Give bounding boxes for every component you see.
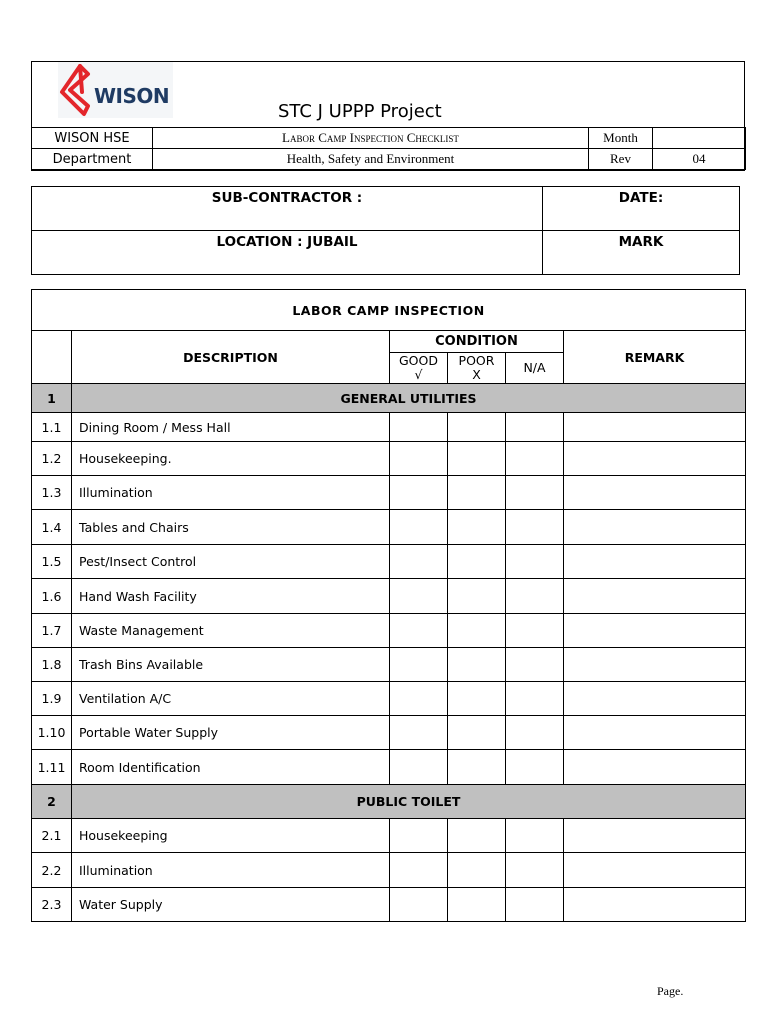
table-row — [32, 476, 746, 510]
good-checkbox-cell[interactable] — [390, 579, 448, 614]
item-number: 1.4 — [32, 510, 72, 545]
good-checkbox-cell[interactable] — [390, 413, 448, 442]
poor-checkbox-cell[interactable] — [448, 716, 506, 750]
remark-cell[interactable] — [564, 614, 746, 648]
na-checkbox-cell[interactable] — [506, 648, 564, 682]
item-description: Illumination — [72, 476, 390, 510]
good-checkbox-cell[interactable] — [390, 510, 448, 545]
na-checkbox-cell[interactable] — [506, 510, 564, 545]
good-checkbox-cell[interactable] — [390, 442, 448, 476]
item-description: Ventilation A/C — [72, 682, 390, 716]
num-header — [32, 331, 72, 384]
table-row — [32, 888, 746, 922]
item-description: Hand Wash Facility — [72, 579, 390, 614]
good-checkbox-cell[interactable] — [390, 853, 448, 888]
item-description: Dining Room / Mess Hall — [72, 413, 390, 442]
remark-cell[interactable] — [564, 648, 746, 682]
na-checkbox-cell[interactable] — [506, 750, 564, 785]
remark-cell[interactable] — [564, 413, 746, 442]
table-row — [32, 413, 746, 442]
remark-header: REMARK — [564, 331, 746, 384]
remark-cell[interactable] — [564, 510, 746, 545]
poor-checkbox-cell[interactable] — [448, 579, 506, 614]
poor-checkbox-cell[interactable] — [448, 442, 506, 476]
item-description: Housekeeping — [72, 819, 390, 853]
item-number: 1.6 — [32, 579, 72, 614]
section-title: PUBLIC TOILET — [72, 785, 746, 819]
remark-cell[interactable] — [564, 750, 746, 785]
remark-cell[interactable] — [564, 716, 746, 750]
page-footer: Page. — [657, 984, 684, 998]
month-value[interactable] — [653, 128, 746, 149]
table-row — [32, 442, 746, 476]
na-checkbox-cell[interactable] — [506, 819, 564, 853]
rev-label: Rev — [589, 149, 653, 170]
good-checkbox-cell[interactable] — [390, 614, 448, 648]
checklist-title: Labor Camp Inspection Checklist — [153, 128, 589, 149]
logo-wordmark: WISON — [94, 84, 170, 108]
poor-checkbox-cell[interactable] — [448, 476, 506, 510]
table-row — [32, 648, 746, 682]
item-number: 1.2 — [32, 442, 72, 476]
table-row — [32, 682, 746, 716]
na-checkbox-cell[interactable] — [506, 853, 564, 888]
wison-logo — [58, 62, 173, 118]
item-number: 2.1 — [32, 819, 72, 853]
good-checkbox-cell[interactable] — [390, 819, 448, 853]
item-description: Illumination — [72, 853, 390, 888]
good-header — [390, 353, 448, 384]
section-number: 2 — [32, 785, 72, 819]
poor-symbol: X — [472, 367, 481, 382]
date-field[interactable]: DATE: — [543, 187, 740, 231]
table-row — [32, 579, 746, 614]
department-label: Department — [32, 149, 153, 170]
mark-field[interactable]: MARK — [543, 231, 740, 275]
department-value: Health, Safety and Environment — [153, 149, 589, 170]
good-checkbox-cell[interactable] — [390, 750, 448, 785]
good-symbol: √ — [414, 367, 423, 382]
na-checkbox-cell[interactable] — [506, 413, 564, 442]
table-row — [32, 750, 746, 785]
table-row — [32, 716, 746, 750]
subcontractor-table — [31, 186, 740, 275]
na-checkbox-cell[interactable] — [506, 888, 564, 922]
item-description: Portable Water Supply — [72, 716, 390, 750]
na-checkbox-cell[interactable] — [506, 716, 564, 750]
poor-checkbox-cell[interactable] — [448, 682, 506, 716]
section-number: 1 — [32, 384, 72, 413]
remark-cell[interactable] — [564, 476, 746, 510]
item-description: Pest/Insect Control — [72, 545, 390, 579]
poor-header — [448, 353, 506, 384]
good-checkbox-cell[interactable] — [390, 682, 448, 716]
item-description: Waste Management — [72, 614, 390, 648]
item-number: 1.7 — [32, 614, 72, 648]
remark-cell[interactable] — [564, 888, 746, 922]
table-row — [32, 510, 746, 545]
item-description: Room Identification — [72, 750, 390, 785]
na-checkbox-cell[interactable] — [506, 545, 564, 579]
item-number: 1.10 — [32, 716, 72, 750]
poor-checkbox-cell[interactable] — [448, 648, 506, 682]
poor-checkbox-cell[interactable] — [448, 510, 506, 545]
good-label: GOOD — [399, 353, 438, 368]
good-checkbox-cell[interactable] — [390, 545, 448, 579]
na-checkbox-cell[interactable] — [506, 682, 564, 716]
poor-checkbox-cell[interactable] — [448, 888, 506, 922]
item-number: 1.9 — [32, 682, 72, 716]
item-number: 1.8 — [32, 648, 72, 682]
na-checkbox-cell[interactable] — [506, 614, 564, 648]
good-checkbox-cell[interactable] — [390, 476, 448, 510]
org-label: WISON HSE — [32, 128, 153, 149]
inspection-title: LABOR CAMP INSPECTION — [32, 290, 746, 331]
remark-cell[interactable] — [564, 853, 746, 888]
remark-cell[interactable] — [564, 442, 746, 476]
table-row — [32, 545, 746, 579]
table-row — [32, 819, 746, 853]
table-row — [32, 614, 746, 648]
poor-checkbox-cell[interactable] — [448, 853, 506, 888]
section-title: GENERAL UTILITIES — [72, 384, 746, 413]
condition-header: CONDITION — [390, 331, 564, 353]
poor-checkbox-cell[interactable] — [448, 819, 506, 853]
poor-checkbox-cell[interactable] — [448, 750, 506, 785]
na-checkbox-cell[interactable] — [506, 579, 564, 614]
project-name: STC J UPPP Project — [278, 101, 442, 122]
rev-value: 04 — [653, 149, 746, 170]
poor-label: POOR — [458, 353, 495, 368]
na-checkbox-cell[interactable] — [506, 442, 564, 476]
item-number: 1.11 — [32, 750, 72, 785]
poor-checkbox-cell[interactable] — [448, 413, 506, 442]
item-description: Trash Bins Available — [72, 648, 390, 682]
item-number: 1.1 — [32, 413, 72, 442]
remark-cell[interactable] — [564, 682, 746, 716]
poor-checkbox-cell[interactable] — [448, 545, 506, 579]
description-header: DESCRIPTION — [72, 331, 390, 384]
item-description: Water Supply — [72, 888, 390, 922]
remark-cell[interactable] — [564, 545, 746, 579]
header-info-table — [31, 127, 746, 170]
good-checkbox-cell[interactable] — [390, 648, 448, 682]
item-description: Tables and Chairs — [72, 510, 390, 545]
location-field[interactable]: LOCATION : JUBAIL — [32, 231, 543, 275]
poor-checkbox-cell[interactable] — [448, 614, 506, 648]
item-number: 2.2 — [32, 853, 72, 888]
remark-cell[interactable] — [564, 579, 746, 614]
table-row — [32, 853, 746, 888]
remark-cell[interactable] — [564, 819, 746, 853]
subcontractor-field[interactable]: SUB-CONTRACTOR : — [32, 187, 543, 231]
section-header — [32, 384, 746, 413]
item-description: Housekeeping. — [72, 442, 390, 476]
na-header: N/A — [506, 353, 564, 384]
item-number: 1.5 — [32, 545, 72, 579]
section-header — [32, 785, 746, 819]
good-checkbox-cell[interactable] — [390, 716, 448, 750]
month-label: Month — [589, 128, 653, 149]
item-number: 1.3 — [32, 476, 72, 510]
inspection-table — [31, 289, 746, 922]
na-checkbox-cell[interactable] — [506, 476, 564, 510]
item-number: 2.3 — [32, 888, 72, 922]
good-checkbox-cell[interactable] — [390, 888, 448, 922]
